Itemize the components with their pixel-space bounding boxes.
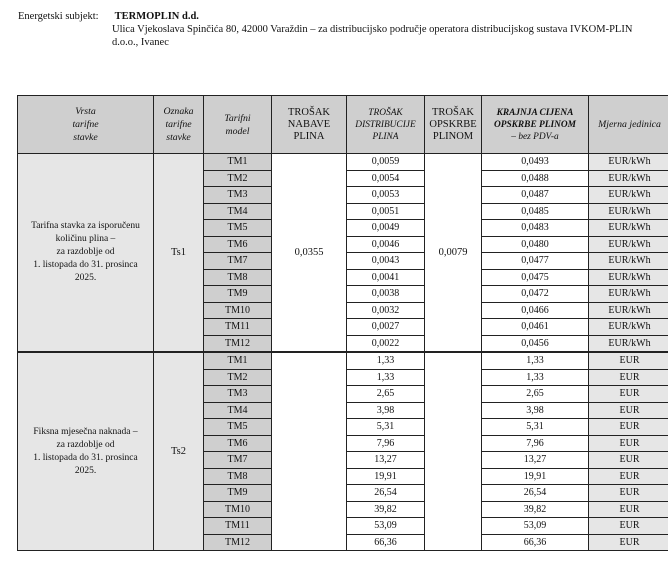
final-price: 13,27 bbox=[482, 452, 589, 469]
tariff-model: TM7 bbox=[204, 253, 272, 270]
col-header-provision-cost bbox=[425, 96, 482, 154]
company-name: TERMOPLIN d.d. bbox=[114, 11, 199, 22]
unit-of-measure: EUR/kWh bbox=[589, 187, 668, 204]
tariff-model: TM11 bbox=[204, 319, 272, 336]
distribution-cost: 0,0022 bbox=[347, 335, 425, 352]
distribution-cost: 66,36 bbox=[347, 534, 425, 551]
final-price: 19,91 bbox=[482, 468, 589, 485]
distribution-cost: 0,0038 bbox=[347, 286, 425, 303]
header-line: model bbox=[225, 125, 250, 137]
final-price: 26,54 bbox=[482, 485, 589, 502]
unit-of-measure: EUR bbox=[589, 419, 668, 436]
distribution-cost: 26,54 bbox=[347, 485, 425, 502]
distribution-cost: 0,0053 bbox=[347, 187, 425, 204]
distribution-cost: 53,09 bbox=[347, 518, 425, 535]
col-header-distribution-cost bbox=[347, 96, 425, 154]
distribution-cost: 0,0046 bbox=[347, 236, 425, 253]
col-header-code bbox=[154, 96, 204, 154]
header-line: tarifne bbox=[165, 119, 192, 130]
final-price: 0,0475 bbox=[482, 269, 589, 286]
header-line: – bez PDV-a bbox=[511, 131, 559, 142]
col-header-final-price bbox=[482, 96, 589, 154]
unit-of-measure: EUR bbox=[589, 452, 668, 469]
distribution-cost: 0,0049 bbox=[347, 220, 425, 237]
distribution-cost: 3,98 bbox=[347, 402, 425, 419]
col-header-model bbox=[204, 96, 272, 154]
tariff-model: TM6 bbox=[204, 236, 272, 253]
supply-cost-empty bbox=[272, 352, 347, 551]
final-price: 0,0472 bbox=[482, 286, 589, 303]
unit-of-measure: EUR/kWh bbox=[589, 253, 668, 270]
final-price: 0,0461 bbox=[482, 319, 589, 336]
final-price: 0,0466 bbox=[482, 302, 589, 319]
distribution-cost: 7,96 bbox=[347, 435, 425, 452]
description-line: 2025. bbox=[74, 273, 97, 283]
provision-cost-empty bbox=[425, 352, 482, 551]
tariff-model: TM9 bbox=[204, 485, 272, 502]
unit-of-measure: EUR/kWh bbox=[589, 154, 668, 171]
final-price: 2,65 bbox=[482, 386, 589, 403]
table-row bbox=[18, 352, 668, 369]
header-line: stavke bbox=[73, 132, 98, 143]
unit-of-measure: EUR bbox=[589, 386, 668, 403]
tariff-model: TM10 bbox=[204, 501, 272, 518]
unit-of-measure: EUR bbox=[589, 501, 668, 518]
header-line: tarifne bbox=[72, 119, 99, 130]
tariff-model: TM2 bbox=[204, 170, 272, 187]
supply-cost: 0,0355 bbox=[272, 154, 347, 353]
tariff-model: TM11 bbox=[204, 518, 272, 535]
unit-of-measure: EUR bbox=[589, 518, 668, 535]
distribution-cost: 0,0054 bbox=[347, 170, 425, 187]
unit-of-measure: EUR bbox=[589, 468, 668, 485]
header-line: PLINOM bbox=[432, 130, 474, 142]
final-price: 0,0493 bbox=[482, 154, 589, 171]
final-price: 0,0480 bbox=[482, 236, 589, 253]
tariff-model: TM4 bbox=[204, 203, 272, 220]
unit-of-measure: EUR bbox=[589, 402, 668, 419]
final-price: 5,31 bbox=[482, 419, 589, 436]
unit-of-measure: EUR/kWh bbox=[589, 236, 668, 253]
tariff-table bbox=[17, 95, 668, 551]
description-line: Fiksna mjesečna naknada – bbox=[33, 426, 138, 437]
header-line: Mjerna jedinica bbox=[598, 119, 661, 130]
distribution-cost: 0,0041 bbox=[347, 269, 425, 286]
unit-of-measure: EUR/kWh bbox=[589, 302, 668, 319]
unit-of-measure: EUR/kWh bbox=[589, 203, 668, 220]
tariff-item-description bbox=[18, 154, 154, 353]
unit-of-measure: EUR/kWh bbox=[589, 170, 668, 187]
distribution-cost: 0,0032 bbox=[347, 302, 425, 319]
tariff-model: TM3 bbox=[204, 386, 272, 403]
distribution-cost: 0,0059 bbox=[347, 154, 425, 171]
final-price: 66,36 bbox=[482, 534, 589, 551]
tariff-model: TM3 bbox=[204, 187, 272, 204]
header-line: OPSKRBE PLINOM bbox=[493, 119, 577, 130]
description-line: 2025. bbox=[74, 465, 97, 476]
tariff-item-code: Ts1 bbox=[154, 154, 204, 353]
distribution-cost: 1,33 bbox=[347, 352, 425, 369]
description-line: Tarifna stavka za isporučenu bbox=[31, 221, 140, 231]
final-price: 3,98 bbox=[482, 402, 589, 419]
tariff-model: TM12 bbox=[204, 534, 272, 551]
header-line: NABAVE bbox=[287, 118, 331, 130]
unit-of-measure: EUR/kWh bbox=[589, 220, 668, 237]
final-price: 53,09 bbox=[482, 518, 589, 535]
tariff-model: TM4 bbox=[204, 402, 272, 419]
final-price: 0,0488 bbox=[482, 170, 589, 187]
unit-of-measure: EUR/kWh bbox=[589, 286, 668, 303]
description-line: za razdoblje od bbox=[56, 439, 115, 450]
company-address: Ulica Vjekoslava Spinčića 80, 42000 Varaždin – za distribucijsko područje operatora distribucijskog sustava IVKOM-PLIN d.o.o., Ivanec bbox=[112, 24, 633, 48]
header-line: TROŠAK bbox=[287, 106, 330, 118]
final-price: 1,33 bbox=[482, 369, 589, 386]
header-line: Tarifni bbox=[224, 112, 251, 124]
tariff-model: TM12 bbox=[204, 335, 272, 352]
distribution-cost: 13,27 bbox=[347, 452, 425, 469]
final-price: 0,0456 bbox=[482, 335, 589, 352]
col-header-unit bbox=[589, 96, 668, 154]
distribution-cost: 19,91 bbox=[347, 468, 425, 485]
header-row bbox=[18, 96, 668, 154]
header-line: TROŠAK bbox=[431, 106, 474, 118]
final-price: 0,0485 bbox=[482, 203, 589, 220]
header-line: OPSKRBE bbox=[429, 118, 477, 130]
tariff-model: TM1 bbox=[204, 352, 272, 369]
unit-of-measure: EUR bbox=[589, 352, 668, 369]
distribution-cost: 39,82 bbox=[347, 501, 425, 518]
final-price: 0,0483 bbox=[482, 220, 589, 237]
unit-of-measure: EUR bbox=[589, 485, 668, 502]
table-row bbox=[18, 154, 668, 171]
unit-of-measure: EUR bbox=[589, 369, 668, 386]
final-price: 1,33 bbox=[482, 352, 589, 369]
tariff-model: TM5 bbox=[204, 220, 272, 237]
tariff-item-description bbox=[18, 352, 154, 551]
description-line: količinu plina – bbox=[55, 234, 116, 244]
description-line: 1. listopada do 31. prosinca bbox=[33, 452, 138, 463]
provision-cost: 0,0079 bbox=[425, 154, 482, 353]
tariff-model: TM9 bbox=[204, 286, 272, 303]
distribution-cost: 2,65 bbox=[347, 386, 425, 403]
header-line: Vrsta bbox=[75, 106, 96, 117]
description-line: za razdoblje od bbox=[56, 247, 115, 257]
distribution-cost: 0,0051 bbox=[347, 203, 425, 220]
final-price: 39,82 bbox=[482, 501, 589, 518]
distribution-cost: 0,0043 bbox=[347, 253, 425, 270]
col-header-supply-cost bbox=[272, 96, 347, 154]
distribution-cost: 0,0027 bbox=[347, 319, 425, 336]
header-line: stavke bbox=[166, 132, 191, 143]
unit-of-measure: EUR/kWh bbox=[589, 335, 668, 352]
description-line: 1. listopada do 31. prosinca bbox=[33, 260, 138, 270]
tariff-model: TM8 bbox=[204, 269, 272, 286]
tariff-model: TM10 bbox=[204, 302, 272, 319]
unit-of-measure: EUR/kWh bbox=[589, 319, 668, 336]
tariff-model: TM5 bbox=[204, 419, 272, 436]
header-line: Oznaka bbox=[163, 106, 194, 117]
header-line: TROŠAK bbox=[368, 107, 403, 118]
unit-of-measure: EUR bbox=[589, 534, 668, 551]
header-line: PLINA bbox=[372, 131, 399, 142]
header-line: DISTRIBUCIJE bbox=[355, 119, 416, 130]
subject-label: Energetski subjekt: bbox=[18, 11, 99, 22]
header-line: KRAJNJA CIJENA bbox=[496, 107, 574, 118]
tariff-model: TM8 bbox=[204, 468, 272, 485]
header-line: PLINA bbox=[293, 130, 325, 142]
tariff-model: TM2 bbox=[204, 369, 272, 386]
final-price: 0,0487 bbox=[482, 187, 589, 204]
final-price: 0,0477 bbox=[482, 253, 589, 270]
document-header bbox=[18, 10, 652, 49]
tariff-model: TM1 bbox=[204, 154, 272, 171]
col-header-type bbox=[18, 96, 154, 154]
tariff-model: TM7 bbox=[204, 452, 272, 469]
unit-of-measure: EUR bbox=[589, 435, 668, 452]
distribution-cost: 1,33 bbox=[347, 369, 425, 386]
tariff-model: TM6 bbox=[204, 435, 272, 452]
unit-of-measure: EUR/kWh bbox=[589, 269, 668, 286]
tariff-item-code: Ts2 bbox=[154, 352, 204, 551]
final-price: 7,96 bbox=[482, 435, 589, 452]
distribution-cost: 5,31 bbox=[347, 419, 425, 436]
